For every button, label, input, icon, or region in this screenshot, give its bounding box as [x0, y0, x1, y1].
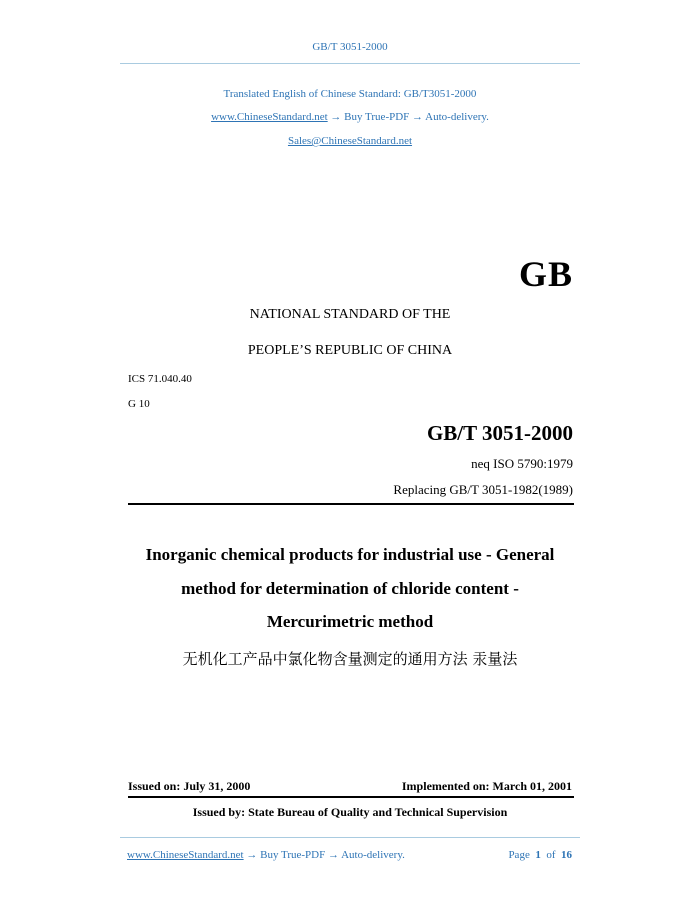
page-current: 1	[535, 849, 541, 861]
email-line	[0, 135, 700, 147]
chinese-title: 无机化工产品中氯化物含量测定的通用方法 汞量法	[182, 650, 518, 668]
implemented-date: Implemented on: March 01, 2001	[401, 779, 572, 793]
footer-purchase-line	[127, 849, 405, 861]
national-standard-line2: PEOPLE’S REPUBLIC OF CHINA	[247, 343, 453, 358]
standard-number: GB/T 3051-2000	[426, 421, 573, 445]
header-title: GB/T 3051-2000	[312, 41, 388, 53]
issued-date: Issued on: July 31, 2000	[128, 779, 251, 793]
equivalence-note: neq ISO 5790:1979	[471, 456, 573, 471]
sales-email-link[interactable]: Sales@ChineseStandard.net	[287, 135, 413, 147]
ics-code: ICS 71.040.40	[128, 373, 192, 385]
national-standard-line1: NATIONAL STANDARD OF THE	[249, 307, 451, 322]
classification-code: G 10	[128, 398, 150, 410]
document-title-line2: method for determination of chloride content -	[181, 579, 519, 598]
header-divider	[120, 63, 580, 64]
footer-site-link[interactable]: www.ChineseStandard.net	[127, 849, 244, 861]
footer-buy-text: → Buy True-PDF → Auto-delivery.	[243, 849, 405, 861]
document-title-line1: Inorganic chemical products for industrial use - General	[145, 545, 555, 564]
page-label: Page	[508, 849, 530, 861]
page-total: 16	[561, 849, 572, 861]
buy-text: → Buy True-PDF → Auto-delivery.	[327, 111, 489, 123]
replacing-note: Replacing GB/T 3051-1982(1989)	[393, 482, 573, 497]
footer-divider	[120, 837, 580, 838]
site-link[interactable]: www.ChineseStandard.net	[211, 111, 328, 123]
translated-notice: Translated English of Chinese Standard: GB/T3051-2000	[223, 88, 477, 100]
of-label: of	[546, 849, 556, 861]
gb-logo: GB	[518, 254, 573, 294]
purchase-line	[0, 111, 700, 123]
issuing-authority: Issued by: State Bureau of Quality and Technical Supervision	[192, 805, 508, 819]
document-title-line3: Mercurimetric method	[266, 612, 434, 631]
title-divider	[128, 503, 574, 505]
issue-divider	[128, 796, 574, 798]
page-indicator	[508, 849, 572, 861]
